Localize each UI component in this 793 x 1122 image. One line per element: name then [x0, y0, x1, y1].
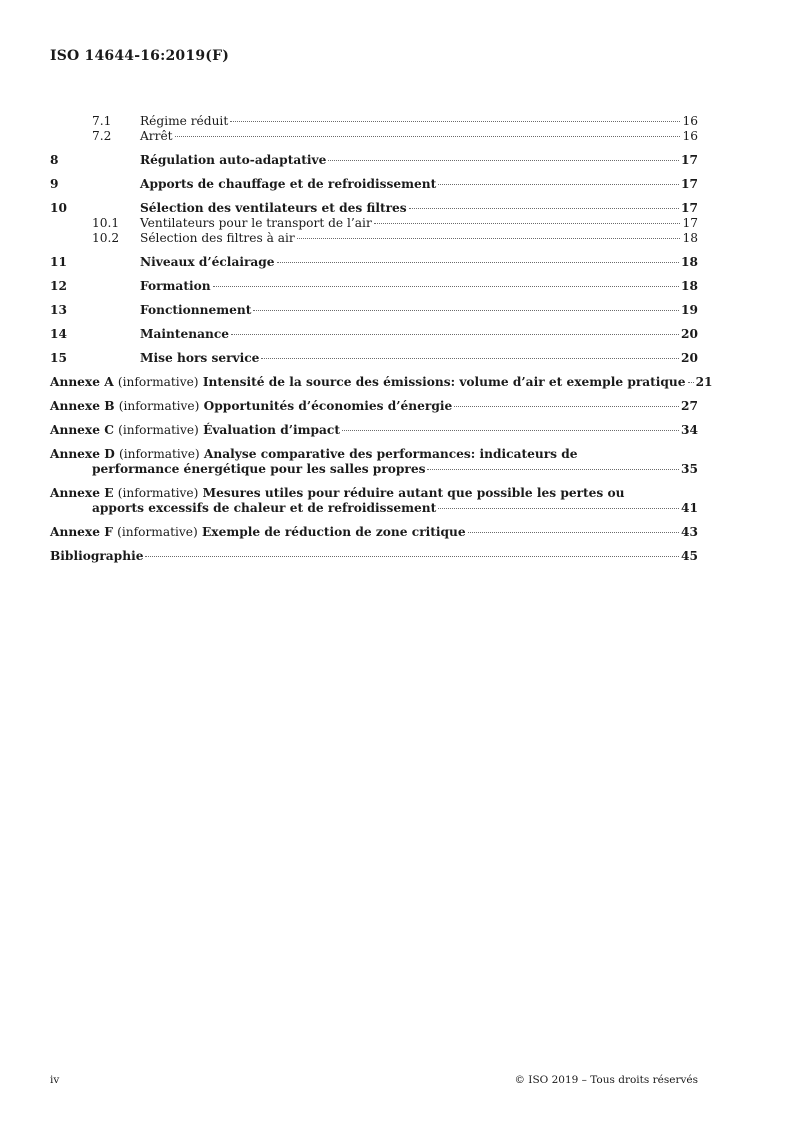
dot-leader — [213, 286, 679, 287]
toc-title-line1: Analyse comparative des performances: indicateurs de — [203, 447, 578, 461]
toc-page: 20 — [681, 327, 698, 341]
toc-number: 14 — [50, 327, 67, 341]
toc-title: Exemple de réduction de zone critique — [202, 525, 466, 539]
copyright-notice: © ISO 2019 – Tous droits réservés — [514, 1074, 698, 1086]
toc-entry-7-1[interactable] — [50, 114, 698, 129]
dot-leader — [342, 430, 679, 431]
annex-type: (informative) — [118, 423, 199, 437]
toc-page: 18 — [682, 231, 698, 245]
toc-page: 41 — [681, 501, 698, 515]
toc-number: 15 — [50, 351, 67, 365]
annex-label: Annexe A — [50, 375, 114, 389]
annex-label: Annexe B — [50, 399, 115, 413]
toc-title: Intensité de la source des émissions: volume d’air et exemple pratique — [202, 375, 686, 389]
toc-entry-10-1[interactable] — [50, 216, 698, 231]
toc-page: 17 — [682, 216, 698, 230]
toc-title-line2: performance énergétique pour les salles propres — [92, 462, 426, 476]
toc-number: 10.1 — [92, 216, 120, 230]
toc-entry-11[interactable] — [50, 255, 698, 270]
toc-entry-annex-c[interactable] — [50, 423, 698, 438]
toc-entry-annex-a[interactable] — [50, 375, 713, 390]
toc-entry-annex-f[interactable] — [50, 525, 698, 540]
toc-title: Apports de chauffage et de refroidissement — [140, 177, 437, 191]
annex-type: (informative) — [117, 486, 199, 500]
toc-title: Régulation auto-adaptative — [140, 153, 327, 167]
dot-leader — [145, 556, 679, 557]
toc-number: 7.2 — [92, 129, 112, 143]
toc-entry-annex-b[interactable] — [50, 399, 698, 414]
toc-title: Niveaux d’éclairage — [140, 255, 275, 269]
annex-type: (informative) — [117, 525, 198, 539]
page-number: iv — [50, 1074, 60, 1086]
annex-type: (informative) — [119, 447, 200, 461]
dot-leader — [175, 136, 681, 137]
toc-entry-12[interactable] — [50, 279, 698, 294]
toc-entry-bibliography[interactable] — [50, 549, 698, 564]
toc-page: 19 — [681, 303, 698, 317]
toc-title: Sélection des filtres à air — [140, 231, 295, 245]
toc-page: 17 — [681, 177, 698, 191]
dot-leader — [231, 334, 679, 335]
toc-title-line2: apports excessifs de chaleur et de refroidissement — [92, 501, 437, 515]
toc-page: 20 — [681, 351, 698, 365]
toc-title: Opportunités d’économies d’énergie — [203, 399, 453, 413]
toc-page: 34 — [681, 423, 698, 437]
document-header: ISO 14644-16:2019(F) — [50, 48, 230, 64]
dot-leader — [688, 382, 694, 383]
toc-entry-7-2[interactable] — [50, 129, 698, 144]
toc-page: 17 — [681, 201, 698, 215]
toc-title: Formation — [140, 279, 211, 293]
annex-type: (informative) — [118, 399, 200, 413]
toc-number: 12 — [50, 279, 67, 293]
toc-title-line1: Mesures utiles pour réduire autant que possible les pertes ou — [202, 486, 625, 500]
dot-leader — [230, 121, 680, 122]
toc-entry-14[interactable] — [50, 327, 698, 342]
dot-leader — [468, 532, 679, 533]
toc-entry-annex-d[interactable] — [50, 447, 698, 477]
toc-page: 35 — [681, 462, 698, 476]
dot-leader — [409, 208, 679, 209]
toc-entry-10-2[interactable] — [50, 231, 698, 246]
toc-entry-8[interactable] — [50, 153, 698, 168]
toc-entry-15[interactable] — [50, 351, 698, 366]
toc-page: 43 — [681, 525, 698, 539]
toc-page: 16 — [682, 114, 698, 128]
dot-leader — [374, 223, 681, 224]
toc-title: Évaluation d’impact — [203, 423, 340, 437]
dot-leader — [438, 184, 679, 185]
toc-number: 7.1 — [92, 114, 112, 128]
dot-leader — [297, 238, 681, 239]
toc-entry-9[interactable] — [50, 177, 698, 192]
toc-page: 18 — [681, 255, 698, 269]
dot-leader — [454, 406, 679, 407]
dot-leader — [328, 160, 679, 161]
toc-number: 10 — [50, 201, 67, 215]
dot-leader — [253, 310, 679, 311]
annex-label: Annexe E — [50, 486, 114, 500]
toc-page: 21 — [695, 375, 713, 389]
toc-title: Régime réduit — [140, 114, 229, 128]
toc-number: 8 — [50, 153, 59, 167]
toc-title: Bibliographie — [50, 549, 144, 563]
annex-type: (informative) — [117, 375, 199, 389]
toc-title: Fonctionnement — [140, 303, 252, 317]
toc-page: 17 — [681, 153, 698, 167]
toc-entry-10[interactable] — [50, 201, 698, 216]
toc-title: Arrêt — [140, 129, 173, 143]
dot-leader — [438, 508, 679, 509]
table-of-contents — [50, 114, 713, 564]
toc-page: 45 — [681, 549, 698, 563]
toc-number: 13 — [50, 303, 67, 317]
dot-leader — [261, 358, 679, 359]
toc-page: 18 — [681, 279, 698, 293]
toc-title: Sélection des ventilateurs et des filtres — [140, 201, 407, 215]
toc-page: 27 — [681, 399, 698, 413]
toc-number: 11 — [50, 255, 67, 269]
annex-label: Annexe D — [50, 447, 115, 461]
toc-title: Mise hors service — [140, 351, 260, 365]
toc-number: 10.2 — [92, 231, 120, 245]
toc-entry-annex-e[interactable] — [50, 486, 698, 516]
toc-number: 9 — [50, 177, 59, 191]
toc-entry-13[interactable] — [50, 303, 698, 318]
annex-label: Annexe C — [50, 423, 114, 437]
toc-title: Ventilateurs pour le transport de l’air — [140, 216, 372, 230]
dot-leader — [427, 469, 679, 470]
annex-label: Annexe F — [50, 525, 113, 539]
toc-page: 16 — [682, 129, 698, 143]
toc-title: Maintenance — [140, 327, 230, 341]
dot-leader — [277, 262, 679, 263]
